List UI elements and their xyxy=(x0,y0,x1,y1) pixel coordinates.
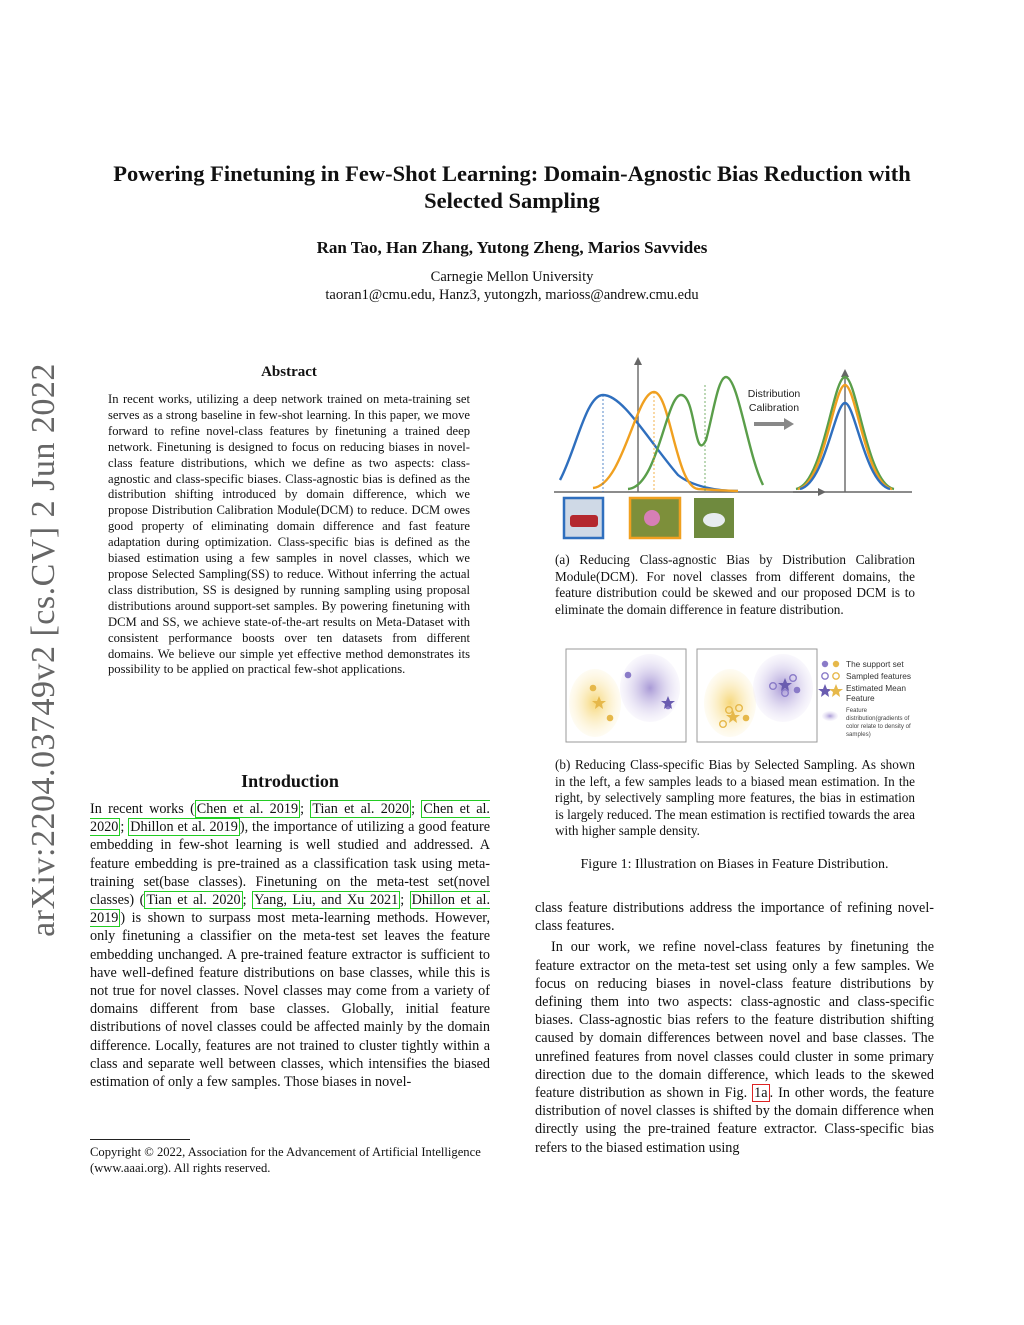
blue-distribution-curve xyxy=(560,395,738,491)
copyright-footnote: Copyright © 2022, Association for the Advancement of Artificial Intelligence (www.aaai.org). All rights reserved. xyxy=(90,1145,481,1175)
right-text: In our work, we refine novel-class features by finetuning the feature extractor on the meta-test set using only a few samples. We focus on reducing biases in novel-class feature distributions by defining them into two aspects: class-agnostic and class-specific biases. Class-agnostic bias refers to the feature distribution shifting caused by domain differences between novel and base classes. The unrefined features from novel classes could cluster in some primary direction due to the domain difference, which leads to the skewed feature distribution as shown in Fig. xyxy=(535,939,934,1102)
paper-title: Powering Finetuning in Few-Shot Learning: Domain-Agnostic Bias Reduction with Selected Sampling xyxy=(113,161,911,213)
legend-mean-label-2: Feature xyxy=(846,693,875,703)
support-sample xyxy=(625,672,632,679)
figure-1-caption: Figure 1: Illustration on Biases in Feature Distribution. xyxy=(580,857,889,872)
figure-1a xyxy=(548,355,920,547)
intro-text: ; xyxy=(411,801,422,817)
figure-1a-caption: (a) Reducing Class-agnostic Bias by Distribution Calibration Module(DCM). For novel classes from different domains, the feature distribution could be skewed and our proposed DCM is to eliminate the domain difference in feature distribution. xyxy=(555,552,915,617)
calibration-label-1: Distribution xyxy=(747,388,801,400)
citation-link[interactable]: Tian et al. 2020 xyxy=(146,892,241,909)
bird-image-body xyxy=(703,513,725,527)
intro-text: In recent works ( xyxy=(90,801,195,817)
abstract-text: In recent works, utilizing a deep network trained on meta-training set serves as a strong baseline in few-shot learning. In this paper, we move forward to refine novel-class features by finetuning a trained deep network. Finetuning is designed to focus on reducing biases in novel-class feature distributions, which we define as two aspects: class-agnostic and class-specific biases. Class-agnostic bias is defined as the distribution shifting introduced by domain difference, which we propose Distribution Calibration Module(DCM) to reduce. DCM owes good property of eliminating domain difference and fast feature adaptation during optimization. Class-specific bias is defined as the biased estimation using a few samples in novel classes, which we propose Selected Sampling(SS) to reduce. Without inferring the actual class distribution, SS is designed by running sampling using proposal distributions around support-set samples. By powering finetuning with DCM and SS, we achieve state-of-the-art results on Meta-Dataset with consistent performance boosts over ten datasets from different domains. We believe our simple yet effective method demonstrates its possibility to be applied on practical few-shot applications. xyxy=(108,392,470,677)
paper-authors: Ran Tao, Han Zhang, Yutong Zheng, Marios Savvides xyxy=(316,238,708,257)
support-sample xyxy=(607,715,614,722)
right-paragraph-2 xyxy=(535,938,934,1156)
affiliation-block xyxy=(90,268,934,304)
purple-feature-distribution xyxy=(620,654,680,722)
introduction-heading: Introduction xyxy=(241,771,339,791)
right-paragraph-1: class feature distributions address the importance of refining novel-class features. xyxy=(535,900,934,935)
calibration-arrow-head xyxy=(784,418,794,430)
legend-sampled-purple xyxy=(822,673,828,679)
yellow-feature-distribution xyxy=(704,669,756,737)
legend-support-yellow xyxy=(833,661,839,667)
intro-text: ; xyxy=(400,892,410,909)
intro-text: ; xyxy=(242,892,253,909)
figure-1b-caption: (b) Reducing Class-specific Bias by Selected Sampling. As shown in the left, a few samples leads to a biased mean estimation. In the right, by selectively sampling more features, the bias in estimation is largely reduced. The mean estimation is rectified towards the area with higher sample density. xyxy=(555,757,915,838)
car-image-body xyxy=(570,515,598,527)
footnote-divider xyxy=(90,1139,190,1140)
citation-link[interactable]: Dhillon et al. 2019 xyxy=(90,892,490,927)
citation-link[interactable]: Dhillon et al. 2019 xyxy=(130,819,238,836)
legend-dist-label-3: color relate to density of xyxy=(846,723,911,730)
legend-mean-label-1: Estimated Mean xyxy=(846,683,906,693)
legend-dist-label-4: samples) xyxy=(846,731,871,738)
introduction-body xyxy=(90,800,490,1091)
flower-image-petals xyxy=(644,510,660,526)
right-text: . In other words, the feature distribution of novel classes is shifted by the domain difference when directly using the pre-trained feature extractor. Class-specific bias refers to the biased estimation using xyxy=(535,1085,934,1156)
support-sample xyxy=(794,687,801,694)
legend-support-label: The support set xyxy=(846,659,904,669)
calibration-label-2: Calibration xyxy=(748,402,800,414)
y-axis-arrow xyxy=(634,357,642,365)
legend-sampled-label: Sampled features xyxy=(846,671,912,681)
abstract-heading: Abstract xyxy=(261,364,317,380)
intro-text: ) is shown to surpass most meta-learning methods. However, only finetuning a classifier on the meta-test set leaves the feature embedding unchanged. A pre-trained feature extractor is sufficient to have well-defined feature distributions on base classes, while this is not true for novel classes. Novel classes may come from a variety of domains different from base classes. Globally, initial feature distributions of novel classes could be affected mainly by the domain difference. Locally, features are not trained to cluster tightly within a class and separate well between classes, which intensifies the biased estimation of only a few samples. Those biases in novel- xyxy=(90,910,490,1091)
intro-text: ), the importance of utilizing a good feature embedding in few-shot learning is well studied and addressed. A feature embedding is pre-trained as a classification task using meta-training set(base classes). Finetuning on the meta-test set(novel classes) ( xyxy=(90,819,490,909)
legend-sampled-yellow xyxy=(833,673,839,679)
support-sample xyxy=(590,685,597,692)
citation-link[interactable]: Yang, Liu, and Xu 2021 xyxy=(254,892,399,909)
affiliation: Carnegie Mellon University xyxy=(430,269,594,285)
arxiv-stamp: arXiv:2204.03749v2 [cs.CV] 2 Jun 2022 xyxy=(25,363,62,937)
figure-1b xyxy=(565,648,921,744)
legend-dist-label-2: distribution(gradients of xyxy=(846,715,910,722)
intro-text: ; xyxy=(300,801,311,817)
citation-link[interactable]: Chen et al. 2020 xyxy=(90,801,490,836)
legend-mean-star-purple xyxy=(818,684,832,697)
legend-mean-star-yellow xyxy=(829,684,843,697)
intro-text: ; xyxy=(120,819,129,836)
orange-distribution-curve xyxy=(593,392,738,491)
author-emails: taoran1@cmu.edu, Hanz3, yutongzh, marioss@andrew.cmu.edu xyxy=(325,287,699,303)
calibrated-y-arrow xyxy=(841,369,849,377)
support-sample xyxy=(743,715,750,722)
right-column-body xyxy=(535,899,934,1157)
citation-link[interactable]: Tian et al. 2020 xyxy=(312,801,410,817)
calibration-arrow-shaft xyxy=(754,422,784,426)
legend-distribution-swatch xyxy=(822,711,838,721)
figure-reference-link[interactable]: 1a xyxy=(754,1085,768,1102)
legend-dist-label-1: Feature xyxy=(846,707,868,714)
citation-link[interactable]: Chen et al. 2019 xyxy=(196,801,299,817)
legend-support-purple xyxy=(822,661,828,667)
